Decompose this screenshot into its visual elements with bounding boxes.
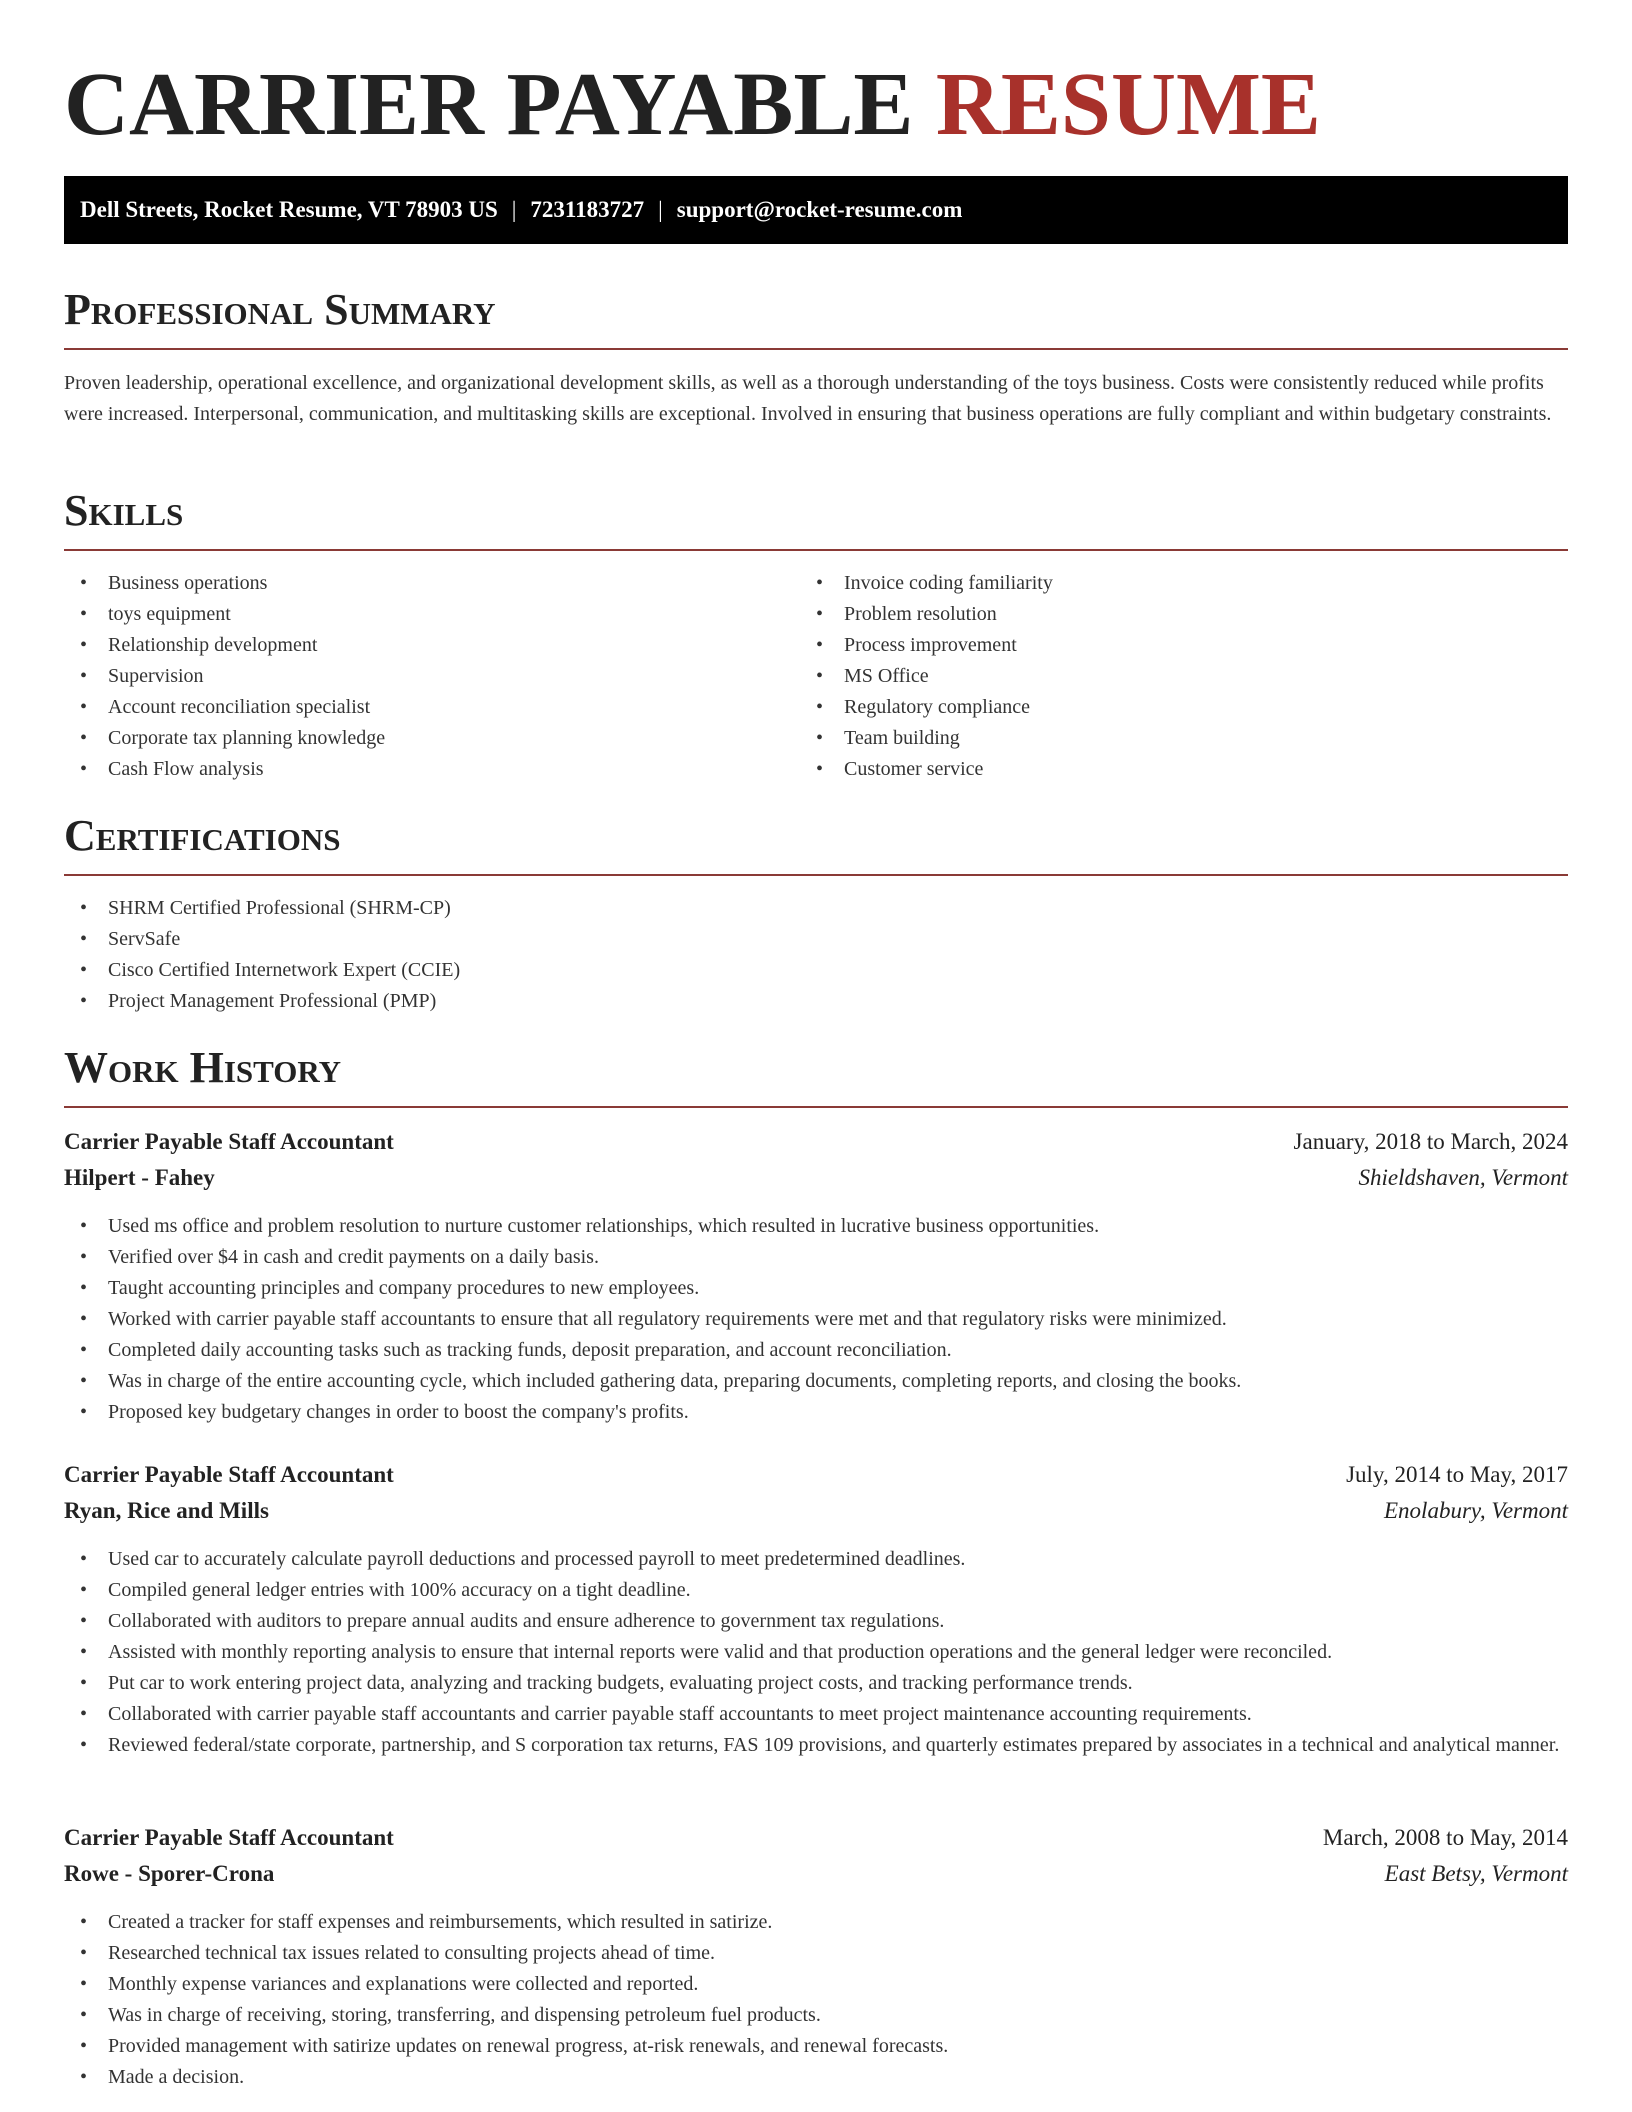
job-dates: July, 2014 to May, 2017 [1346,1462,1568,1487]
contact-separator: | [658,197,663,222]
job-bullet: • Researched technical tax issues related to consulting projects ahead of time. [64,1938,1568,1969]
skill-item: • Customer service [800,754,1520,785]
job-company: Rowe - Sporer-Crona [64,1861,275,1886]
job-bullet: • Used ms office and problem resolution to nurture customer relationships, which resulted in lucrative business opportunities. [64,1211,1568,1242]
job-title: Carrier Payable Staff Accountant [64,1129,394,1154]
contact-phone: 7231183727 [530,197,645,222]
job-bullets [64,1907,1568,2093]
skill-item: • Business operations [64,568,784,599]
job-bullet: • Compiled general ledger entries with 100% accuracy on a tight deadline. [64,1575,1568,1606]
job-location: East Betsy, Vermont [1384,1861,1568,1886]
skill-item: • Supervision [64,661,784,692]
job-title: Carrier Payable Staff Accountant [64,1825,394,1850]
job-company: Hilpert - Fahey [64,1165,215,1190]
contact-bar [64,176,1568,244]
skill-item: • Process improvement [800,630,1520,661]
work-history-divider [64,1106,1568,1108]
certification-item: • Project Management Professional (PMP) [64,986,1568,1017]
job-company: Ryan, Rice and Mills [64,1498,269,1523]
skill-item: • Problem resolution [800,599,1520,630]
job-bullet: • Was in charge of the entire accounting cycle, which included gathering data, preparing documents, completing reports, and closing the books. [64,1366,1568,1397]
job-location: Enolabury, Vermont [1384,1498,1568,1523]
skill-item: • Invoice coding familiarity [800,568,1520,599]
job-dates: January, 2018 to March, 2024 [1293,1129,1568,1154]
job-bullet: • Put car to work entering project data, analyzing and tracking budgets, evaluating project costs, and tracking performance trends. [64,1668,1568,1699]
certification-item: • Cisco Certified Internetwork Expert (CCIE) [64,955,1568,986]
summary-text: Proven leadership, operational excellence, and organizational development skills, as well as a thorough understanding of the toys business. Costs were consistently reduced while profits were increased. Interpersonal, communication, and multitasking skills are exceptional. Involved in ensuring that business operations are fully compliant and within budgetary constraints. [64,372,1552,425]
skill-item: • Regulatory compliance [800,692,1520,723]
skill-item: • Relationship development [64,630,784,661]
skill-item: • Corporate tax planning knowledge [64,723,784,754]
contact-separator: | [511,197,517,222]
skill-item: • Cash Flow analysis [64,754,784,785]
job-bullet: • Proposed key budgetary changes in order to boost the company's profits. [64,1397,1568,1428]
skills-divider [64,549,1568,551]
job-dates: March, 2008 to May, 2014 [1322,1825,1568,1850]
job-bullet: • Collaborated with auditors to prepare annual audits and ensure adherence to government tax regulations. [64,1606,1568,1637]
name-part1: CARRIER PAYABLE [64,55,914,154]
job-bullets [64,1544,1568,1761]
certification-item: • ServSafe [64,924,1568,955]
skill-item: • MS Office [800,661,1520,692]
job-bullet: • Created a tracker for staff expenses and reimbursements, which resulted in satirize. [64,1907,1568,1938]
certifications-divider [64,874,1568,876]
certification-item: • SHRM Certified Professional (SHRM-CP) [64,893,1568,924]
job-bullet: • Provided management with satirize updates on renewal progress, at-risk renewals, and renewal forecasts. [64,2031,1568,2062]
job-bullet: • Reviewed federal/state corporate, partnership, and S corporation tax returns, FAS 109 provisions, and quarterly estimates prepared by associates in a technical and analytical manner. [64,1730,1568,1761]
job-bullet: • Monthly expense variances and explanations were collected and reported. [64,1969,1568,2000]
summary-divider [64,348,1568,350]
certifications-list [64,893,1568,1017]
contact-address: Dell Streets, Rocket Resume, VT 78903 US [80,197,498,222]
summary-heading: Professional Summary [64,285,496,334]
job-bullet: • Made a decision. [64,2062,1568,2093]
job-bullet: • Verified over $4 in cash and credit payments on a daily basis. [64,1242,1568,1273]
job-bullet: • Was in charge of receiving, storing, transferring, and dispensing petroleum fuel products. [64,2000,1568,2031]
work-history-heading: Work History [64,1043,342,1092]
name-part2: RESUME [935,55,1321,154]
job-bullet: • Collaborated with carrier payable staff accountants and carrier payable staff accountants to meet project maintenance accounting requirements. [64,1699,1568,1730]
resume-name [64,50,1321,160]
job-bullet: • Used car to accurately calculate payroll deductions and processed payroll to meet predetermined deadlines. [64,1544,1568,1575]
skill-item: • Account reconciliation specialist [64,692,784,723]
skills-heading: Skills [64,486,184,535]
skills-list-left [64,568,784,785]
job-bullet: • Taught accounting principles and company procedures to new employees. [64,1273,1568,1304]
job-bullet: • Assisted with monthly reporting analysis to ensure that internal reports were valid and that production operations and the general ledger were reconciled. [64,1637,1568,1668]
job-bullet: • Worked with carrier payable staff accountants to ensure that all regulatory requirements were met and that regulatory risks were minimized. [64,1304,1568,1335]
skill-item: • Team building [800,723,1520,754]
job-bullets [64,1211,1568,1428]
certifications-heading: Certifications [64,811,341,860]
skills-list-right [800,568,1520,785]
skill-item: • toys equipment [64,599,784,630]
job-title: Carrier Payable Staff Accountant [64,1462,394,1487]
job-location: Shieldshaven, Vermont [1358,1165,1568,1190]
contact-email: support@rocket-resume.com [676,197,963,222]
job-bullet: • Completed daily accounting tasks such as tracking funds, deposit preparation, and account reconciliation. [64,1335,1568,1366]
